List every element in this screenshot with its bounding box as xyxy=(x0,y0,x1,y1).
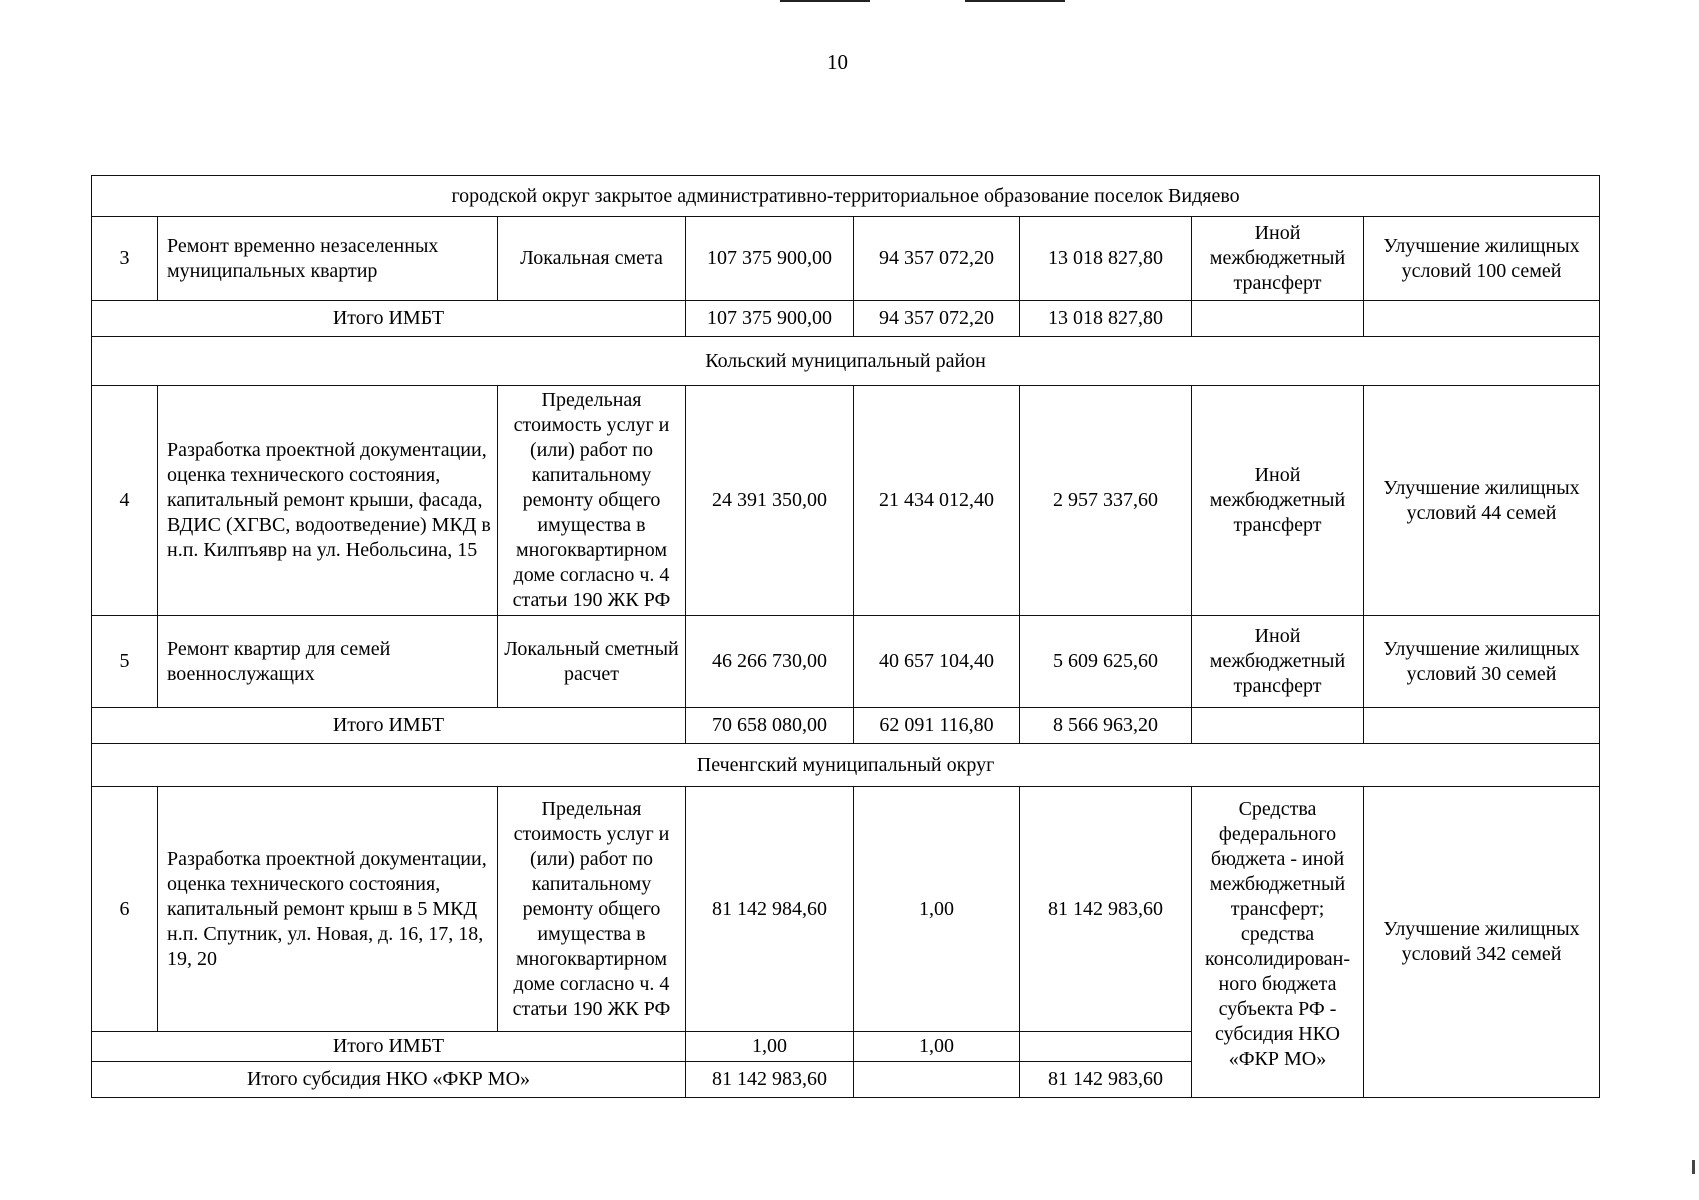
subtotal-federal xyxy=(854,1062,1020,1098)
expected-result: Улучшение жилищных условий 30 семей xyxy=(1364,616,1600,708)
subtotal-total: 1,00 xyxy=(686,1032,854,1062)
table-row-6 xyxy=(92,787,1600,1032)
amount-total: 107 375 900,00 xyxy=(686,217,854,301)
subtotal-label: Итого ИМБТ xyxy=(92,708,686,744)
table-row-3 xyxy=(92,217,1600,301)
funding-source: Иной межбюджетный трансферт xyxy=(1192,386,1364,616)
expected-result: Улучшение жилищных условий 342 семей xyxy=(1364,787,1600,1098)
amount-regional: 13 018 827,80 xyxy=(1020,217,1192,301)
section-row-pechenga xyxy=(92,744,1600,787)
amount-federal: 94 357 072,20 xyxy=(854,217,1020,301)
subtotal-federal: 62 091 116,80 xyxy=(854,708,1020,744)
subtotal-regional: 13 018 827,80 xyxy=(1020,301,1192,337)
subtotal-empty-result xyxy=(1364,708,1600,744)
section-title-vidyaevo: городской округ закрытое административно-территориальное образование поселок Видяево xyxy=(92,176,1600,217)
amount-federal: 40 657 104,40 xyxy=(854,616,1020,708)
amount-total: 81 142 984,60 xyxy=(686,787,854,1032)
subtotal-total: 70 658 080,00 xyxy=(686,708,854,744)
section-row-vidyaevo xyxy=(92,176,1600,217)
amount-regional: 2 957 337,60 xyxy=(1020,386,1192,616)
work-name: Ремонт временно незаселенных муниципальных квартир xyxy=(158,217,498,301)
subtotal-label: Итого ИМБТ xyxy=(92,301,686,337)
funding-source: Иной межбюджетный трансферт xyxy=(1192,616,1364,708)
section-row-kola xyxy=(92,337,1600,386)
work-name: Разработка проектной документации, оценка технического состояния, капитальный ремонт крыши, фасада, ВДИС (ХГВС, водоотведение) МКД в н.п. Килпъявр на ул. Небольсина, 15 xyxy=(158,386,498,616)
cost-basis: Локальный сметный расчет xyxy=(498,616,686,708)
subtotal-federal: 94 357 072,20 xyxy=(854,301,1020,337)
expected-result: Улучшение жилищных условий 44 семей xyxy=(1364,386,1600,616)
subtotal-regional xyxy=(1020,1032,1192,1062)
top-edge-line-1 xyxy=(780,0,870,2)
budget-table xyxy=(91,175,1600,1098)
subtotal-regional: 8 566 963,20 xyxy=(1020,708,1192,744)
amount-federal: 1,00 xyxy=(854,787,1020,1032)
funding-source: Средства федерального бюджета - иной межбюджетный трансферт; средства консолидирован-ного бюджета субъекта РФ - субсидия НКО «ФКР МО» xyxy=(1192,787,1364,1098)
subtotal-regional: 81 142 983,60 xyxy=(1020,1062,1192,1098)
row-number: 5 xyxy=(92,616,158,708)
row-number: 6 xyxy=(92,787,158,1032)
subtotal-federal: 1,00 xyxy=(854,1032,1020,1062)
expected-result: Улучшение жилищных условий 100 семей xyxy=(1364,217,1600,301)
cost-basis: Локальная смета xyxy=(498,217,686,301)
subtotal-total: 107 375 900,00 xyxy=(686,301,854,337)
table-row-5 xyxy=(92,616,1600,708)
subtotal-empty-source xyxy=(1192,301,1364,337)
row-number: 4 xyxy=(92,386,158,616)
row-number: 3 xyxy=(92,217,158,301)
cost-basis: Предельная стоимость услуг и (или) работ по капитальному ремонту общего имущества в многоквартирном доме согласно ч. 4 статьи 190 ЖК РФ xyxy=(498,386,686,616)
cost-basis: Предельная стоимость услуг и (или) работ по капитальному ремонту общего имущества в многоквартирном доме согласно ч. 4 статьи 190 ЖК РФ xyxy=(498,787,686,1032)
amount-regional: 5 609 625,60 xyxy=(1020,616,1192,708)
subtotal-total: 81 142 983,60 xyxy=(686,1062,854,1098)
amount-federal: 21 434 012,40 xyxy=(854,386,1020,616)
amount-total: 24 391 350,00 xyxy=(686,386,854,616)
subtotal-label: Итого ИМБТ xyxy=(92,1032,686,1062)
subtotal-row-vidyaevo xyxy=(92,301,1600,337)
amount-total: 46 266 730,00 xyxy=(686,616,854,708)
subtotal-label: Итого субсидия НКО «ФКР МО» xyxy=(92,1062,686,1098)
subtotal-row-kola xyxy=(92,708,1600,744)
work-name: Разработка проектной документации, оценка технического состояния, капитальный ремонт крыш в 5 МКД н.п. Спутник, ул. Новая, д. 16, 17, 18, 19, 20 xyxy=(158,787,498,1032)
work-name: Ремонт квартир для семей военнослужащих xyxy=(158,616,498,708)
top-edge-line-2 xyxy=(965,0,1065,2)
subtotal-empty-source xyxy=(1192,708,1364,744)
section-title-pechenga: Печенгский муниципальный округ xyxy=(92,744,1600,787)
amount-regional: 81 142 983,60 xyxy=(1020,787,1192,1032)
scan-edge-mark xyxy=(1692,1160,1695,1174)
subtotal-empty-result xyxy=(1364,301,1600,337)
section-title-kola: Кольский муниципальный район xyxy=(92,337,1600,386)
page-number: 10 xyxy=(827,50,848,74)
table-row-4 xyxy=(92,386,1600,616)
funding-source: Иной межбюджетный трансферт xyxy=(1192,217,1364,301)
